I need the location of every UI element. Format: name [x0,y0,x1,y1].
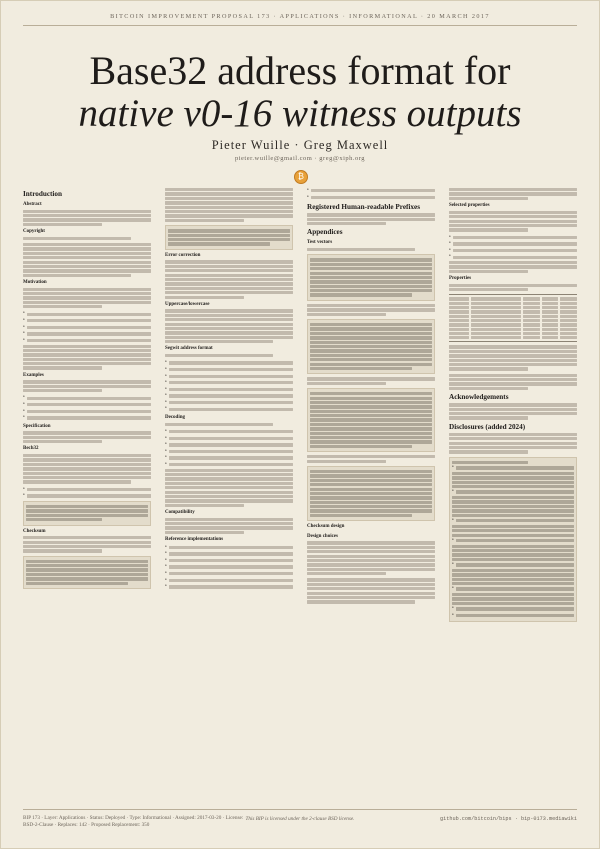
page-subtitle: native v0-16 witness outputs [78,92,522,135]
paragraph [165,423,293,426]
section-heading: Bech32 [23,446,39,452]
paragraph [449,345,577,370]
section-heading: Selected properties [449,203,490,209]
footer-license: This BIP is licensed under the 2-clause BSD license. [245,816,355,822]
section-heading: Uppercase/lowercase [165,301,210,307]
paragraph [23,288,151,309]
column-3 [307,187,435,803]
code-block [307,319,435,374]
section-heading: Error correction [165,252,201,258]
section-heading: Checksum [23,528,46,534]
bitcoin-logo-icon [294,170,308,184]
paragraph [449,403,577,419]
section-heading: Acknowledgements [449,393,509,402]
paragraph [307,304,435,316]
paragraph [23,237,151,240]
series-line: BITCOIN IMPROVEMENT PROPOSAL 173 · APPLICATIONS · INFORMATIONAL · 20 MARCH 2017 [110,13,490,20]
authors: Pieter Wuille · Greg Maxwell [211,138,389,152]
section-heading: Properties [449,276,472,282]
section-heading: Examples [23,372,44,378]
section-heading: Compatibility [165,510,195,516]
properties-table [449,294,577,342]
paragraph [23,243,151,277]
section-heading: Test vectors [307,240,333,246]
footer-rule [23,809,577,810]
code-block [307,466,435,521]
paragraph [307,541,435,575]
paragraph [23,380,151,392]
paragraph [449,211,577,232]
body-columns [23,187,577,803]
paragraph [165,354,293,357]
section-heading: Copyright [23,229,45,235]
section-heading: Registered Human-readable Prefixes [307,203,420,212]
section-heading: Appendices [307,228,343,237]
paragraph [449,188,577,200]
paragraph [307,377,435,385]
footer-source-link[interactable]: github.com/bitcoin/bips · bip-0173.mediawiki [440,816,577,822]
column-1 [23,187,151,803]
author-emails: pieter.wuille@gmail.com · greg@xiph.org [234,155,366,162]
code-block [307,254,435,301]
paragraph [23,345,151,370]
paragraph [165,309,293,343]
paragraph [165,469,293,507]
paragraph [449,261,577,273]
paragraph [449,374,577,390]
column-2 [165,187,293,803]
section-heading: Checksum design [307,524,345,530]
section-heading: Design choices [307,533,338,539]
paragraph [449,284,577,292]
page-title: Base32 address format for [89,48,511,93]
code-block [307,388,435,452]
section-heading: Disclosures (added 2024) [449,422,526,431]
section-heading: Motivation [23,279,47,285]
section-heading: Reference implementations [165,537,224,543]
paragraph [449,433,577,454]
paragraph [165,518,293,534]
paragraph [23,454,151,484]
paragraph [307,248,435,251]
section-heading: Segwit address format [165,346,213,352]
paragraph [23,536,151,552]
code-block [165,225,293,250]
column-4 [449,187,577,803]
disclosures-box [449,457,577,623]
footer-metadata: BIP 173 · Layer: Applications · Status: Deployed · Type: Informational · Assigned: 2017-03-20 · License: BSD-2-Clause · Replaces: 142 · Proposed Replacement: 350 [23,815,244,828]
paragraph [307,455,435,463]
paragraph [23,431,151,443]
paragraph [165,260,293,298]
header-rule [23,25,577,26]
paragraph [23,210,151,226]
paragraph [307,213,435,225]
section-heading: Introduction [23,190,63,198]
paragraph [307,578,435,603]
section-heading: Abstract [23,202,42,207]
code-block [23,501,151,526]
section-heading: Specification [23,423,51,429]
paragraph [165,188,293,222]
section-heading: Decoding [165,415,185,421]
code-block [23,556,151,589]
